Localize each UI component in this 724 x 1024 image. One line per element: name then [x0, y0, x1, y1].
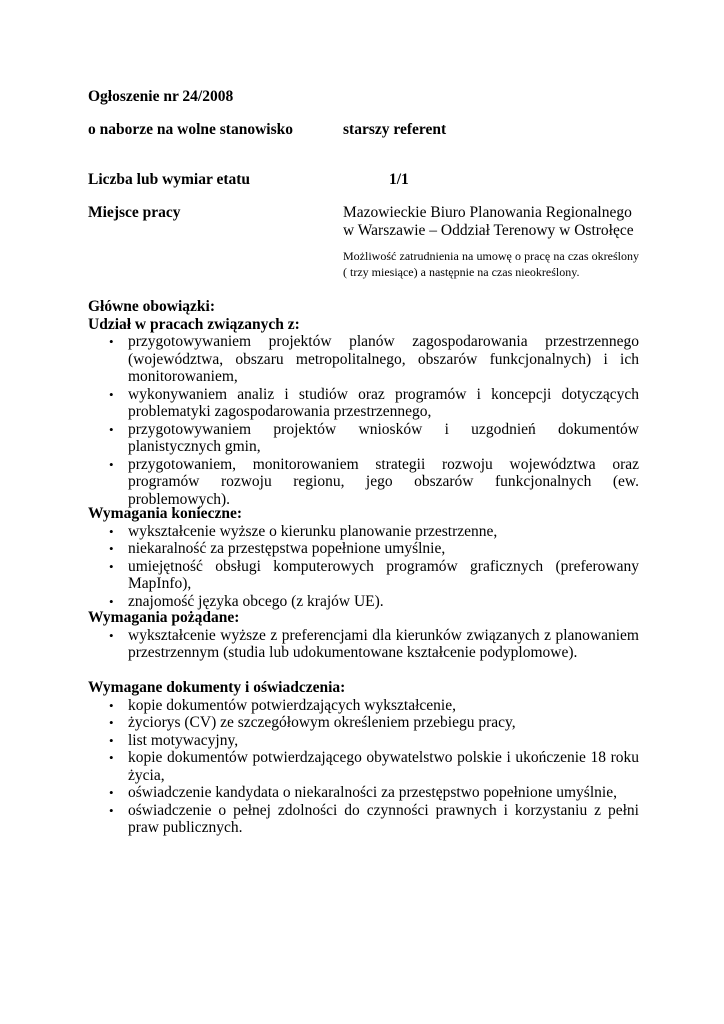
bullet-icon: •	[109, 697, 114, 713]
desired-section	[88, 609, 639, 662]
list-item	[88, 523, 639, 541]
duties-heading: Główne obowiązki:	[88, 298, 216, 315]
duties-section	[88, 298, 639, 508]
list-item-text: kopie dokumentów potwierdzającego obywatelstwo polskie i ukończenie 18 roku życia,	[128, 749, 639, 784]
documents-heading: Wymagane dokumenty i oświadczenia:	[88, 679, 346, 696]
duties-list	[88, 333, 639, 508]
list-item	[88, 802, 639, 837]
position-title: starszy referent	[343, 121, 447, 138]
list-item	[88, 421, 639, 456]
duties-subheading: Udział w pracach związanych z:	[88, 315, 300, 333]
list-item-text: oświadczenie o pełnej zdolności do czynności prawnych i korzystaniu z pełni praw publicznych.	[128, 801, 639, 836]
workplace-label: Miejsce pracy	[88, 204, 181, 221]
list-item-text: kopie dokumentów potwierdzających wykształcenie,	[128, 696, 456, 714]
list-item-text: wykształcenie wyższe z preferencjami dla kierunków związanych z planowaniem przestrzennym (studia lub udokumentowane kształcenie podyplomowe).	[128, 626, 639, 661]
fte-value: 1/1	[389, 171, 409, 188]
bullet-icon: •	[109, 785, 114, 800]
required-list	[88, 523, 639, 611]
list-item	[88, 593, 639, 611]
list-item-text: list motywacyjny,	[128, 731, 239, 749]
bullet-icon: •	[109, 421, 114, 437]
bullet-icon: •	[109, 715, 114, 730]
bullet-icon: •	[109, 541, 114, 556]
bullet-icon: •	[109, 732, 114, 748]
required-heading: Wymagania konieczne:	[88, 505, 242, 522]
list-item-text: życiorys (CV) ze szczegółowym określeniem przebiegu pracy,	[128, 714, 516, 731]
list-item	[88, 627, 639, 662]
workplace-value: Mazowieckie Biuro Planowania Regionalnego w Warszawie – Oddział Terenowy w Ostrołęce	[343, 204, 634, 239]
desired-heading: Wymagania pożądane:	[88, 609, 240, 626]
list-item	[88, 558, 639, 593]
list-item-text: przygotowywaniem projektów planów zagospodarowania przestrzennego (województwa, obszaru metropolitalnego, obszarów funkcjonalnych) i ich monitorowaniem,	[128, 333, 639, 385]
list-item-text: niekaralność za przestępstwa popełnione umyślnie,	[128, 540, 446, 557]
desired-list	[88, 627, 639, 662]
bullet-icon: •	[109, 523, 114, 539]
list-item	[88, 714, 639, 732]
list-item-text: wykształcenie wyższe o kierunku planowanie przestrzenne,	[128, 522, 498, 540]
list-item	[88, 732, 639, 750]
employment-note: Możliwość zatrudnienia na umowę o pracę na czas określony ( trzy miesiące) a następnie na czas nieokreślony.	[343, 249, 639, 279]
list-item	[88, 749, 639, 784]
bullet-icon: •	[109, 802, 114, 818]
documents-list	[88, 697, 639, 837]
list-item	[88, 333, 639, 386]
bullet-icon: •	[109, 627, 114, 643]
bullet-icon: •	[109, 593, 114, 609]
list-item	[88, 540, 639, 558]
workplace-block	[343, 204, 639, 280]
bullet-icon: •	[109, 386, 114, 402]
fte-label: Liczba lub wymiar etatu	[88, 171, 251, 188]
list-item	[88, 456, 639, 509]
bullet-icon: •	[109, 750, 114, 765]
announcement-number: Ogłoszenie nr 24/2008	[88, 88, 234, 105]
list-item-text: wykonywaniem analiz i studiów oraz programów i koncepcji dotyczących problematyki zagospodarowania przestrzennego,	[128, 385, 639, 420]
list-item-text: przygotowywaniem projektów wniosków i uzgodnień dokumentów planistycznych gmin,	[128, 420, 639, 455]
list-item	[88, 386, 639, 421]
required-section	[88, 505, 639, 610]
list-item	[88, 697, 639, 715]
recruitment-label: o naborze na wolne stanowisko	[88, 121, 293, 138]
list-item-text: oświadczenie kandydata o niekaralności za przestępstwo popełnione umyślnie,	[128, 784, 617, 801]
list-item	[88, 784, 639, 802]
bullet-icon: •	[109, 334, 114, 349]
list-item-text: przygotowaniem, monitorowaniem strategii rozwoju województwa oraz programów rozwoju regionu, jego obszarów funkcjonalnych (ew. problemowych).	[128, 455, 639, 508]
list-item-text: znajomość języka obcego (z krajów UE).	[128, 592, 384, 610]
bullet-icon: •	[109, 456, 114, 472]
documents-section	[88, 679, 639, 837]
list-item-text: umiejętność obsługi komputerowych programów graficznych (preferowany MapInfo),	[128, 557, 639, 592]
bullet-icon: •	[109, 558, 114, 574]
